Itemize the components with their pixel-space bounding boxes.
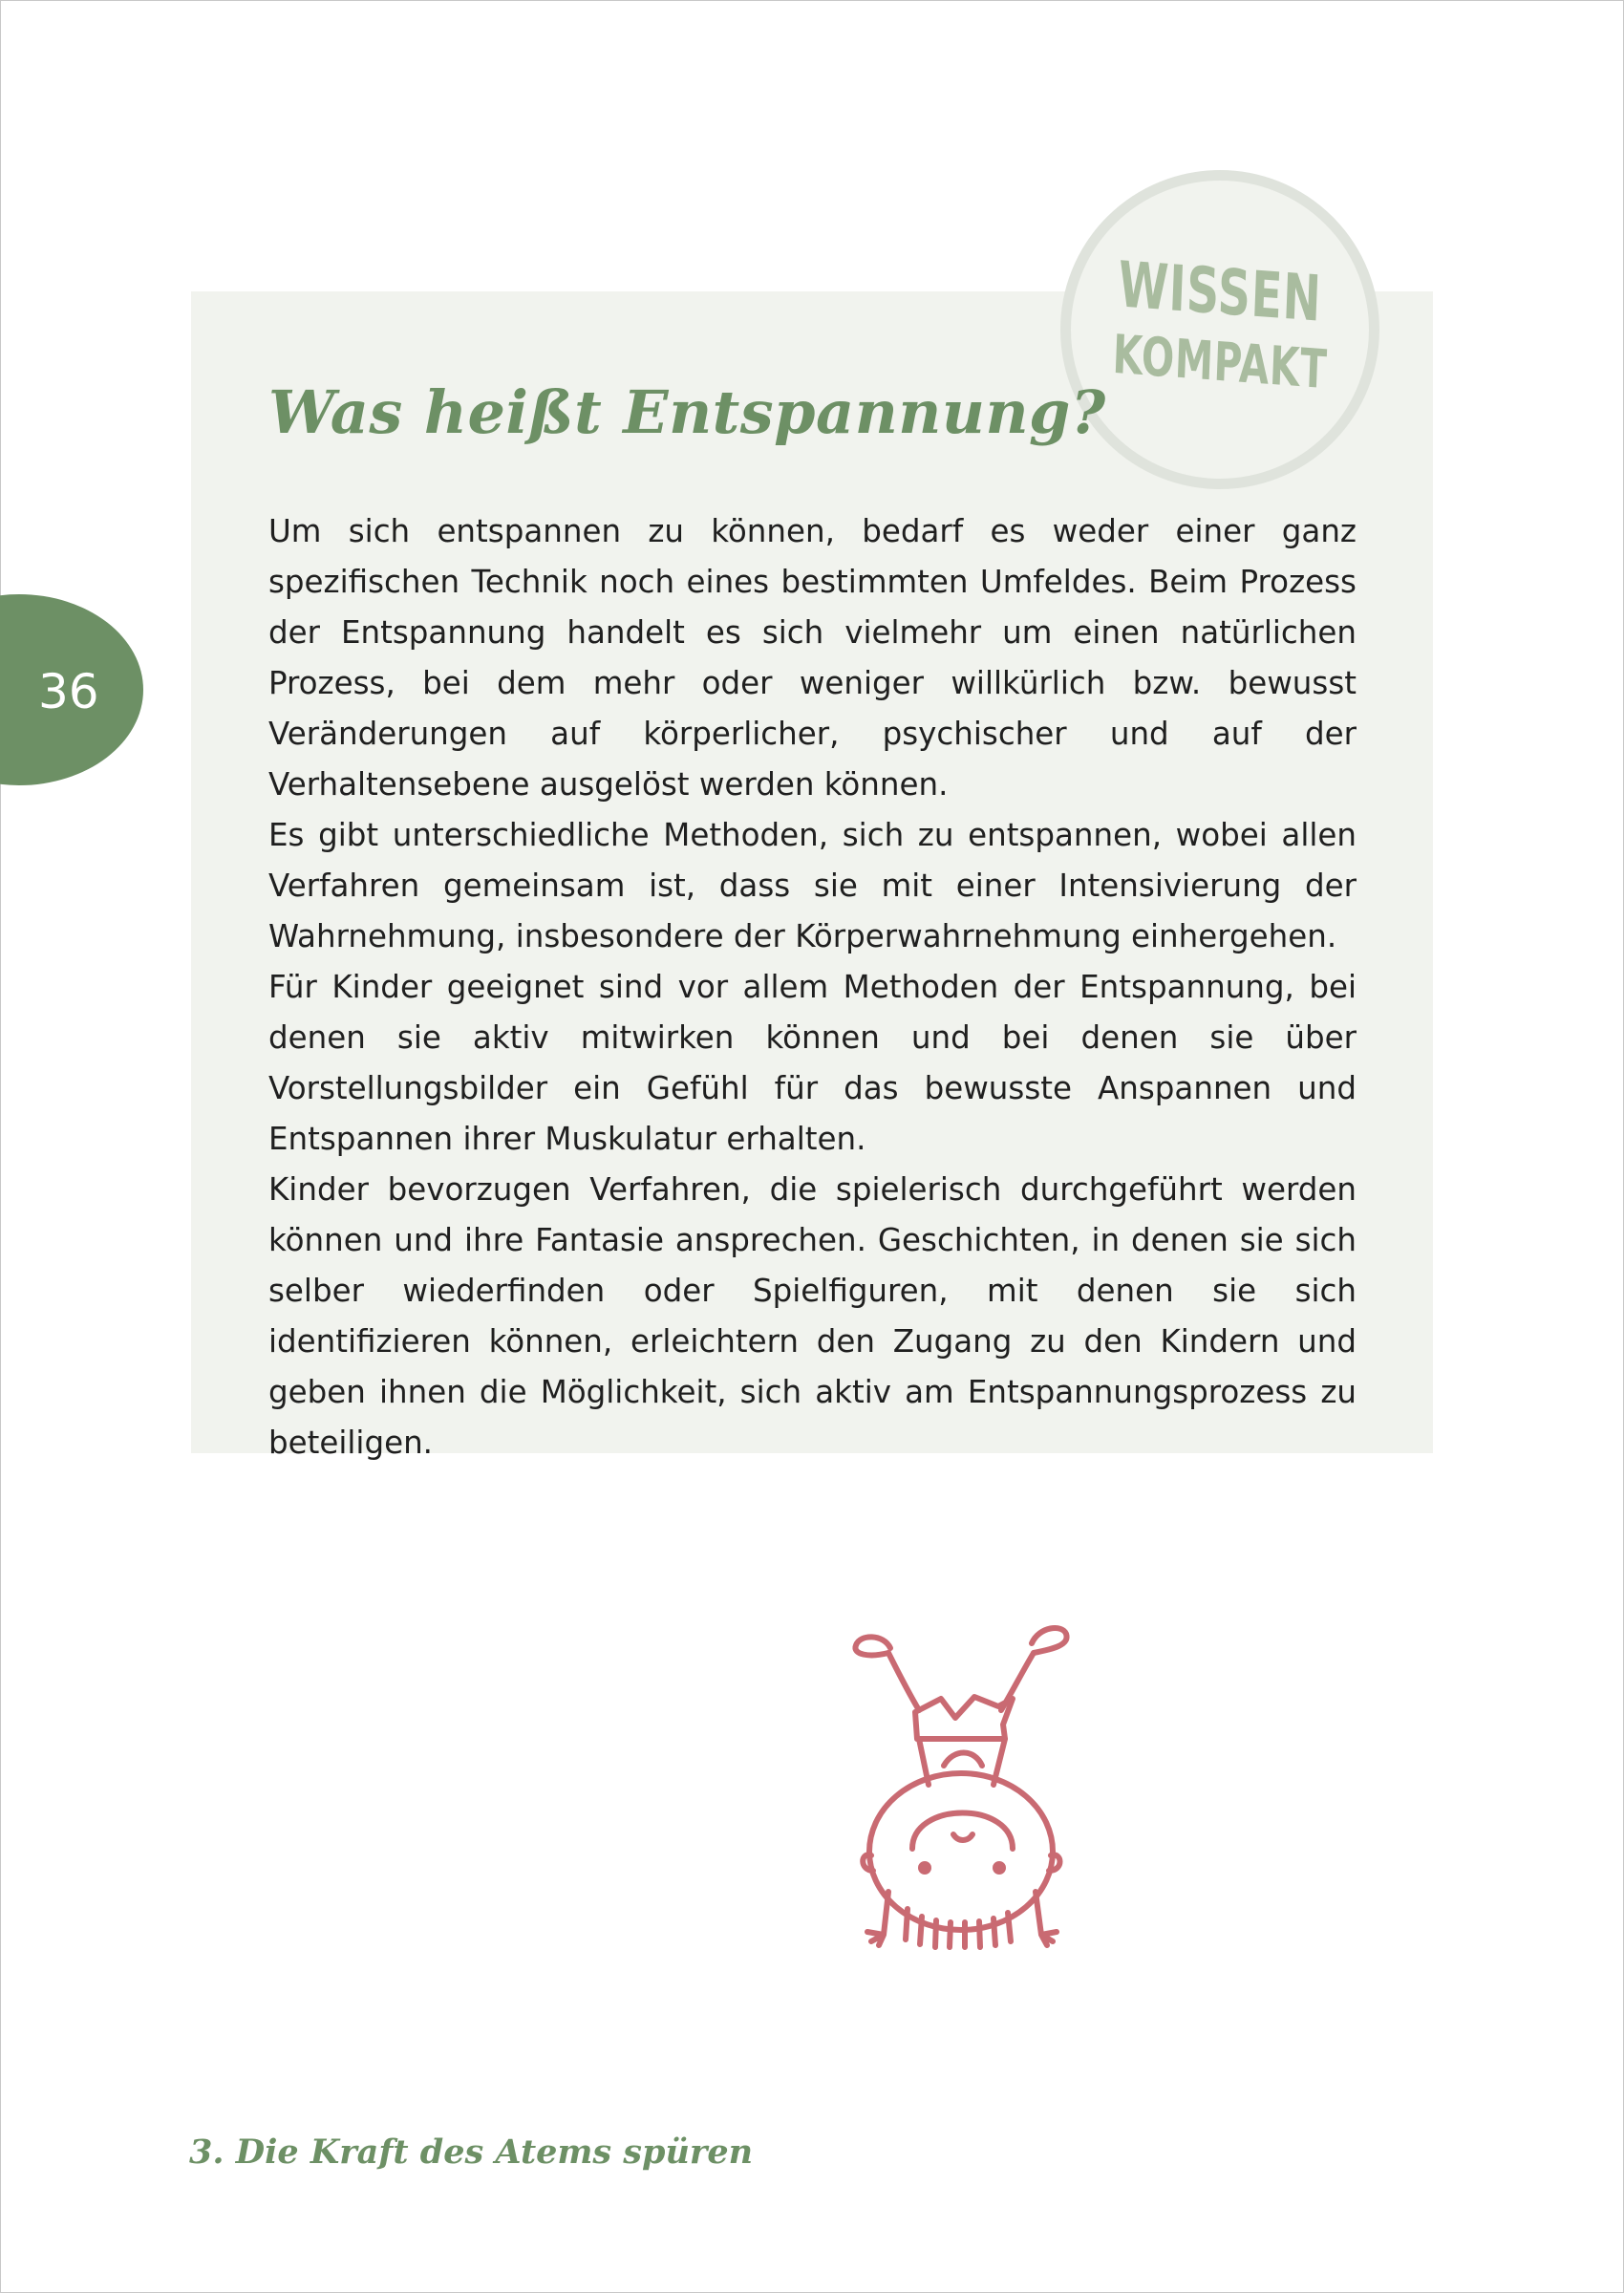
kid-foot-left <box>855 1637 890 1655</box>
handstand-kid-illustration <box>831 1605 1118 1968</box>
kid-hairline <box>912 1813 1013 1850</box>
paragraph-3: Für Kinder geeignet sind vor allem Methoden der Entspannung, bei denen sie aktiv mitwirken können und bei denen sie über Vorstellungsbilder ein Gefühl für das bewusste Anspannen und Entspannen ihrer Muskulatur erhalten. <box>268 969 1357 1157</box>
kid-leg-left <box>888 1653 919 1710</box>
kid-head <box>869 1773 1053 1930</box>
kid-foot-right <box>1032 1628 1067 1653</box>
kid-mouth <box>953 1834 972 1840</box>
paragraph-2: Es gibt unterschiedliche Methoden, sich zu entspannen, wobei allen Verfahren gemeinsam ist, dass sie mit einer Intensivierung der Wahrnehmung, insbesondere der Körperwahrnehmung einhergehen. <box>268 817 1357 954</box>
page-number: 36 <box>38 664 99 719</box>
kid-hand-left <box>867 1892 888 1945</box>
stamp-line-2: KOMPAKT <box>1111 323 1329 402</box>
body-text <box>268 506 1357 1468</box>
paragraph-4: Kinder bevorzugen Verfahren, die spielerisch durchgeführt werden können und ihre Fantasie ansprechen. Geschichten, in denen sie sich selber wiederfinden oder Spielfiguren, mit denen sie sich identifizieren können, erleichtern den Zugang zu den Kindern und geben ihnen die Möglichkeit, sich aktiv am Entspannungsprozess zu beteiligen. <box>268 1171 1357 1461</box>
wissen-kompakt-stamp <box>1060 170 1379 489</box>
section-title: Was heißt Entspannung? <box>268 377 1106 447</box>
kid-shorts <box>915 1697 1013 1739</box>
footer-chapter-title: 3. Die Kraft des Atems spüren <box>189 2132 754 2172</box>
kid-collar <box>944 1753 982 1767</box>
kid-eye-right <box>995 1864 1003 1872</box>
kid-hand-right <box>1036 1892 1057 1945</box>
stamp-line-1: WISSEN <box>1117 247 1323 336</box>
kid-eye-left <box>921 1864 929 1872</box>
paragraph-1: Um sich entspannen zu können, bedarf es weder einer ganz spezifischen Technik noch eines bestimmten Umfeldes. Beim Prozess der Entspannung handelt es sich vielmehr um einen natürlichen Prozess, bei dem mehr oder weniger willkürlich bzw. bewusst Veränderungen auf körperlicher, psychischer und auf der Verhaltensebene ausgelöst werden können. <box>268 513 1357 803</box>
